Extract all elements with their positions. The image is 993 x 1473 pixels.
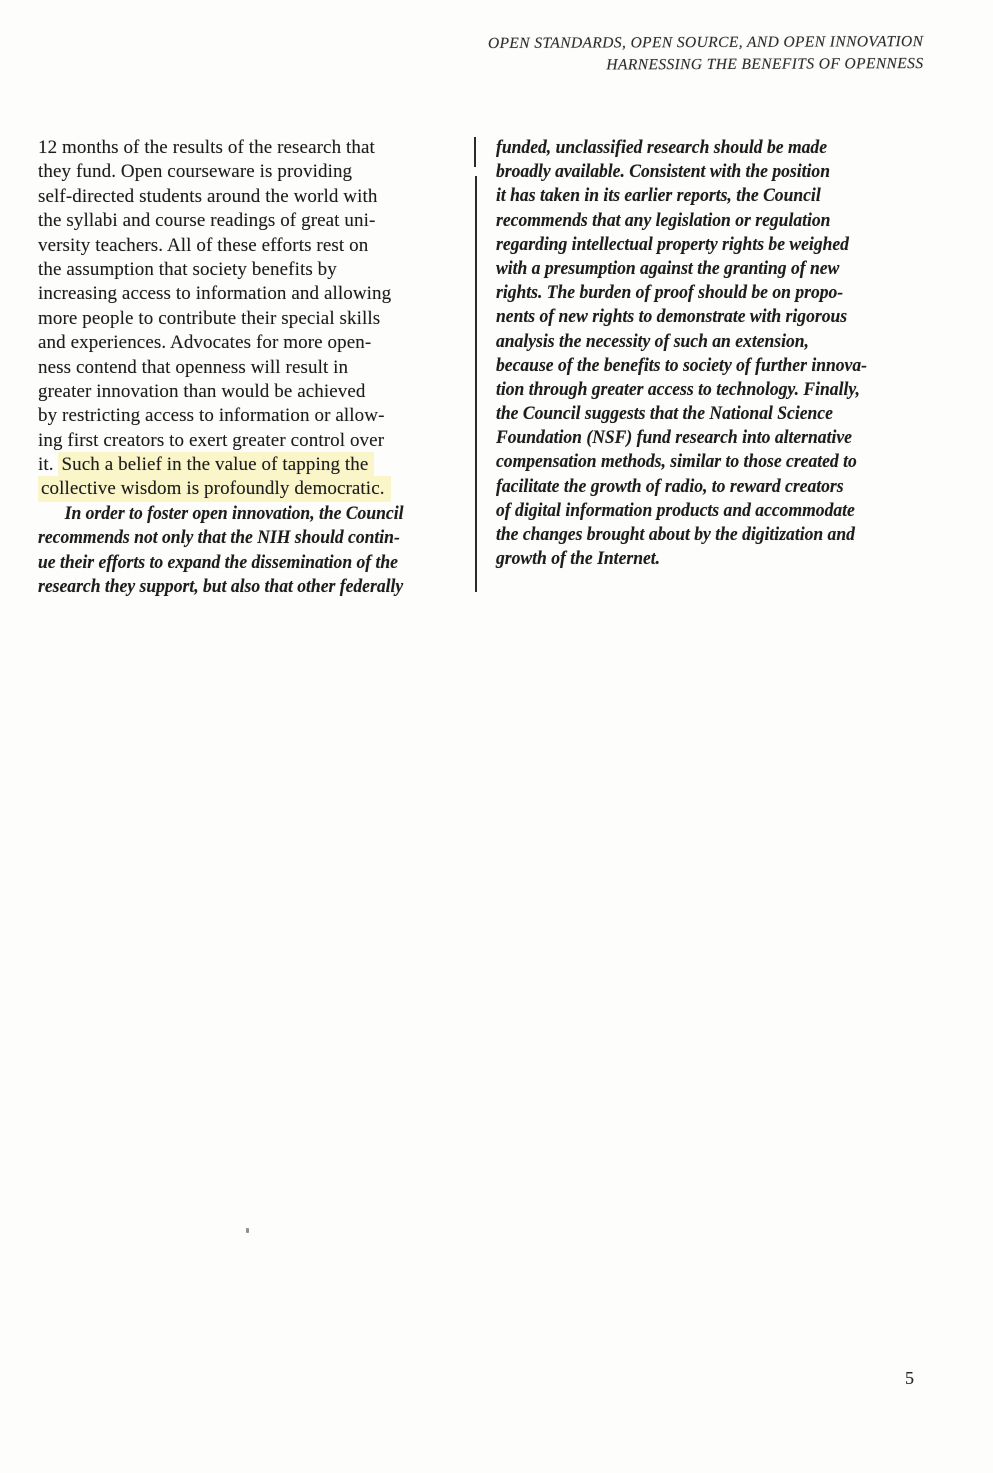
text-line (38, 404, 464, 428)
text-line (38, 185, 464, 209)
text-line (496, 330, 928, 354)
text-line (38, 282, 464, 306)
line-text: Foundation (NSF) fund research into alternative (496, 428, 852, 449)
text-line (496, 184, 928, 208)
column-divider (475, 176, 477, 592)
recommendation-paragraph (38, 502, 464, 600)
line-text: regarding intellectual property rights be weighed (496, 234, 849, 255)
line-text: it. (38, 454, 59, 476)
line-text: self-directed students around the world with (38, 185, 378, 207)
line-text: facilitate the growth of radio, to reward creators (496, 476, 844, 497)
text-line (496, 378, 928, 402)
line-text: the changes brought about by the digitization and (496, 525, 855, 545)
text-line (38, 258, 464, 282)
line-text: growth of the Internet. (496, 549, 661, 570)
text-line (38, 209, 464, 233)
line-text: analysis the necessity of such an extension, (496, 331, 809, 352)
text-line (38, 575, 443, 599)
line-text: 12 months of the results of the research that (38, 137, 375, 158)
text-line (496, 450, 928, 474)
line-text: recommends that any legislation or regulation (496, 210, 831, 231)
line-text: the Council suggests that the National Science (496, 404, 833, 425)
running-header (487, 31, 923, 77)
text-line (496, 281, 928, 305)
highlighted-text: Such a belief in the value of tapping the (58, 452, 374, 478)
body-paragraph (38, 136, 464, 502)
text-line (496, 523, 928, 547)
text-line (496, 426, 928, 450)
line-text: ing first creators to exert greater control over (38, 429, 385, 451)
line-text: the assumption that society benefits by (38, 258, 337, 280)
left-column (38, 136, 464, 599)
line-text: it has taken in its earlier reports, the Council (496, 186, 821, 207)
text-line (496, 257, 928, 281)
text-line (38, 136, 464, 160)
scan-artifact-speck (246, 1228, 249, 1233)
line-text: and experiences. Advocates for more open- (38, 332, 372, 354)
line-text: increasing access to information and allowing (38, 283, 392, 305)
line-text: ness contend that openness will result in (38, 356, 349, 378)
text-line (496, 499, 928, 523)
text-line (38, 356, 464, 380)
text-line (38, 551, 443, 575)
text-line (496, 136, 928, 160)
text-line (38, 429, 464, 453)
text-line (38, 526, 443, 550)
line-text: the syllabi and course readings of great uni- (38, 210, 376, 232)
text-line (496, 402, 928, 426)
line-text: tion through greater access to technology. Finally, (496, 379, 860, 400)
line-text: because of the benefits to society of further innova- (496, 355, 867, 376)
line-text: they fund. Open courseware is providing (38, 161, 353, 183)
text-line (496, 233, 928, 257)
text-line (496, 547, 928, 571)
line-text: broadly available. Consistent with the position (496, 162, 830, 183)
line-text: greater innovation than would be achieved (38, 380, 366, 402)
line-text: compensation methods, similar to those created to (496, 452, 857, 473)
line-text: more people to contribute their special skills (38, 307, 381, 329)
line-text: ue their efforts to expand the dissemination of the (38, 552, 398, 573)
column-divider (474, 137, 476, 167)
line-text: by restricting access to information or allow- (38, 405, 385, 427)
text-line (38, 453, 464, 477)
text-line (496, 160, 928, 184)
line-text: recommends not only that the NIH should contin- (38, 528, 400, 549)
line-text: of digital information products and accommodate (496, 500, 855, 521)
highlighted-text: collective wisdom is profoundly democratic. (38, 476, 391, 502)
text-line (38, 502, 443, 526)
running-header-subtitle: HARNESSING THE BENEFITS OF OPENNESS (605, 55, 924, 74)
line-text: In order to foster open innovation, the Council (64, 503, 404, 524)
line-text: versity teachers. All of these efforts rest on (38, 234, 369, 256)
text-line (38, 234, 464, 258)
line-text: nents of new rights to demonstrate with rigorous (496, 307, 848, 328)
text-line (38, 380, 464, 404)
text-line (496, 209, 928, 233)
text-line (38, 331, 464, 355)
text-line (38, 477, 464, 501)
line-text: rights. The burden of proof should be on propo- (496, 283, 844, 304)
text-line (38, 160, 464, 184)
right-column (496, 136, 951, 571)
running-header-title: OPEN STANDARDS, OPEN SOURCE, AND OPEN INNOVATION (487, 33, 923, 52)
line-text: funded, unclassified research should be made (496, 138, 828, 158)
text-line (496, 475, 928, 499)
page-number: 5 (905, 1368, 914, 1388)
line-text: research they support, but also that other federally (38, 577, 404, 598)
text-line (496, 305, 928, 329)
line-text: with a presumption against the granting of new (496, 258, 840, 279)
text-line (496, 354, 928, 378)
text-line (38, 307, 464, 331)
